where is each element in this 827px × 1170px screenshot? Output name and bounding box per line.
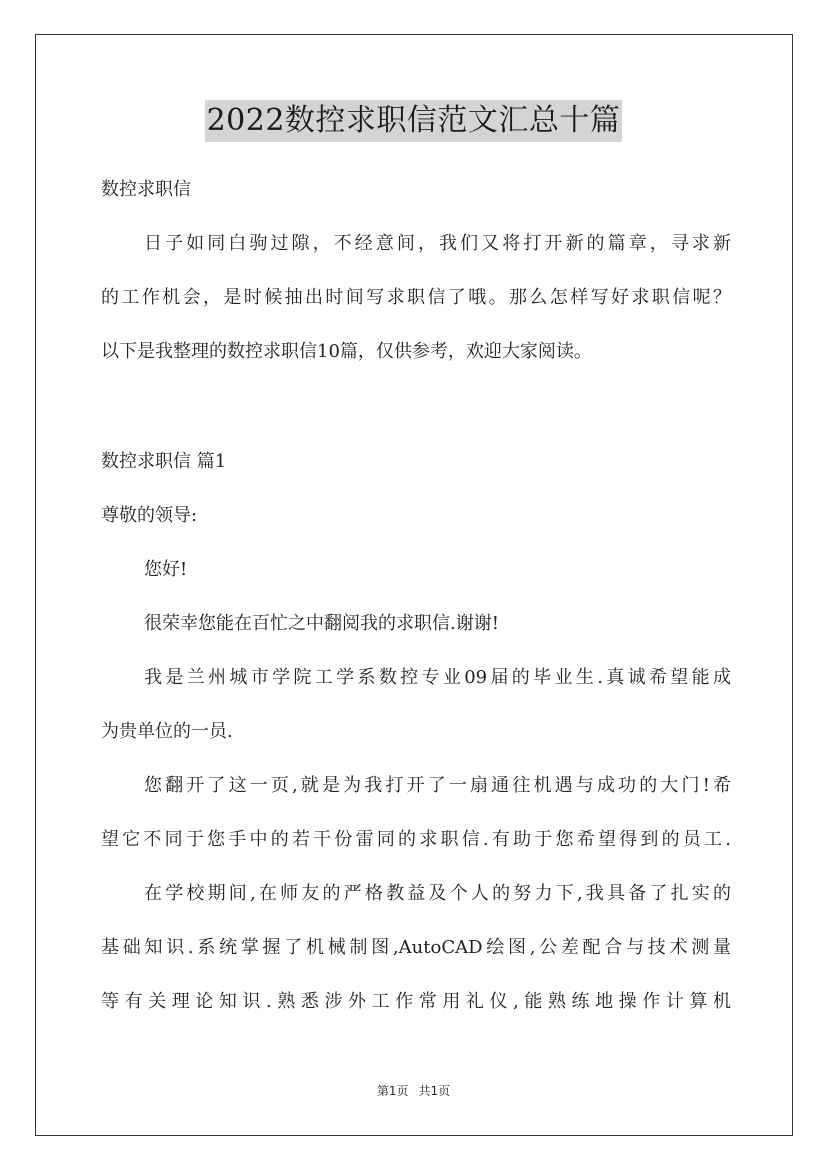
para-school-line-1: 在学校期间,在师友的严格教益及个人的努力下,我具备了扎实的 — [144, 883, 731, 904]
spacer — [101, 588, 731, 606]
para-door-line-1: 您翻开了这一页,就是为我打开了一扇通往机遇与成功的大门!希 — [144, 775, 731, 796]
document-body — [101, 172, 731, 1020]
spacer — [101, 912, 731, 930]
salutation: 尊敬的领导: — [101, 505, 198, 526]
spacer — [101, 966, 731, 984]
para-school-line-2: 基础知识.系统掌握了机械制图,AutoCAD绘图,公差配合与技术测量 — [101, 937, 731, 958]
spacer — [101, 208, 731, 226]
greeting: 您好! — [144, 559, 188, 580]
page-footer — [0, 1082, 827, 1099]
spacer — [101, 534, 731, 552]
spacer — [101, 858, 731, 876]
spacer — [101, 480, 731, 498]
page-total: 共1页 — [418, 1084, 451, 1098]
intro-line-3: 以下是我整理的数控求职信10篇，仅供参考，欢迎大家阅读。 — [101, 341, 592, 362]
intro-heading: 数控求职信 — [101, 179, 191, 200]
spacer — [101, 696, 731, 714]
para-thanks: 很荣幸您能在百忙之中翻阅我的求职信.谢谢! — [144, 613, 499, 634]
spacer — [101, 750, 731, 768]
para-door-line-2: 望它不同于您手中的若干份雷同的求职信.有助于您希望得到的员工. — [101, 829, 731, 850]
intro-line-2: 的工作机会，是时候抽出时间写求职信了哦。那么怎样写好求职信呢？ — [101, 287, 731, 308]
spacer — [101, 262, 731, 280]
para-intro-line-2: 为贵单位的一员. — [101, 721, 233, 742]
intro-line-1: 日子如同白驹过隙，不经意间，我们又将打开新的篇章，寻求新 — [144, 233, 731, 254]
section-heading: 数控求职信 篇1 — [101, 451, 227, 472]
spacer — [101, 316, 731, 334]
para-intro-line-1: 我是兰州城市学院工学系数控专业09届的毕业生.真诚希望能成 — [144, 667, 731, 688]
document-title: 2022数控求职信范文汇总十篇 — [205, 100, 623, 142]
para-school-line-3: 等有关理论知识.熟悉涉外工作常用礼仪,能熟练地操作计算机 — [101, 991, 731, 1012]
spacer — [101, 642, 731, 660]
section-gap — [101, 370, 731, 444]
spacer — [101, 804, 731, 822]
title-container — [0, 100, 827, 142]
page-number: 第1页 — [376, 1084, 409, 1098]
